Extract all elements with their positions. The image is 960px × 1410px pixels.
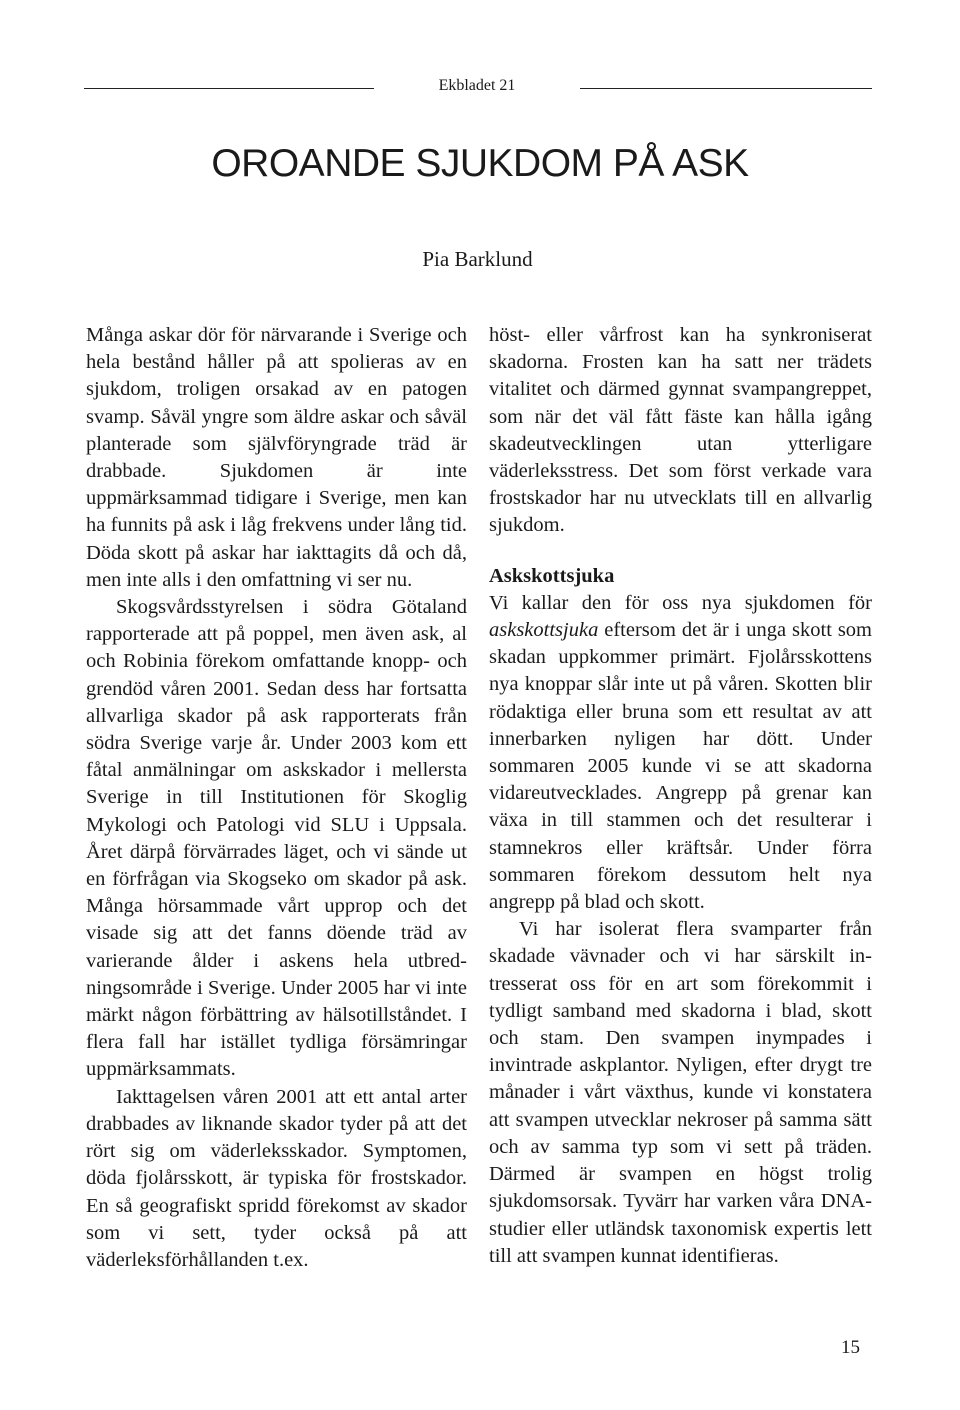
paragraph: Skogsvårdsstyrelsen i södra Götaland rapporterade att på poppel, men även ask, al och Robinia förekom omfattande knopp- och grendöd våren 2001. Sedan dess har fortsatta allvarliga skador på ask rapporterats från södra Sverige varje år. Under 2003 kom ett fåtal anmälningar om askskador i mellersta Sverige in till Institutionen för Skoglig Mykologi och Patologi vid SLU i Uppsala. Året därpå förvärrades läget, och vi sände ut en förfrågan via Skogseko om skador på ask. Många hörsammade vårt upprop och det visade sig att det fanns döende träd av varierande ålder i askens hela utbredningsområde i Sverige. Under 2005 har vi inte märkt någon förbättring av hälsotillståndet. I flera fall har istället tydliga försämringar uppmärksammats. <box>86 596 467 1081</box>
page-number: 15 <box>841 1337 860 1358</box>
right-column <box>489 322 872 1270</box>
article-author: Pia Barklund <box>422 247 533 271</box>
paragraph: Iakttagelsen våren 2001 att ett antal arter drabbades av liknande skador tyder på att det rört sig om väderleksskador. Symptomen, döda fjolårsskott, är typiska för frostskador. En så geografiskt spridd förekomst av skador som vi sett, tyder också på att väderleksförhållanden t.ex. <box>86 1085 467 1271</box>
header-rule-left <box>84 88 374 89</box>
running-title: Ekbladet 21 <box>438 77 516 94</box>
left-column <box>86 322 467 1274</box>
paragraph: Många askar dör för närvarande i Sverige och hela bestånd håller på att spolieras av en sjukdom, troligen orsakad av en patogen svamp. Såväl yngre som äldre askar och såväl planterade som självföryngrade träd är drabbade. Sjukdomen är inte uppmärksammad tidigare i Sverige, men kan ha funnits på ask i låg frekvens under lång tid. Döda skott på askar har iakttagits då och då, men inte alls i den omfattning vi ser nu. <box>86 324 467 591</box>
paragraph-text: eftersom det är i unga skott som skadan uppkommer primärt. Fjolårsskottens nya knoppar slår inte ut på våren. Skotten blir rödaktiga eller bruna som ett resultat av att innerbarken nyligen har dött. Under sommaren 2005 kunde vi se att skadorna vidareutvecklades. Angrepp på grenar kan växa in till stammen och det resulterar i stamnekros eller kräftsår. Under förra sommaren förekom dessutom helt nya angrepp på blad och skott. <box>489 619 872 914</box>
section-heading: Askskottsjuka <box>489 564 615 587</box>
paragraph <box>489 590 872 916</box>
article-title: OROANDE SJUKDOM PÅ ASK <box>211 142 749 185</box>
paragraph: höst- eller vårfrost kan ha synkroniserat skadorna. Frosten kan ha satt ner trädets vitalitet och därmed gynnat svampangreppet, som när det väl fått fäste kan hålla igång skadeutvecklingen utan ytterligare väderleksstress. Det som först verkade vara frostskador har nu utvecklats till en allvarlig sjukdom. <box>489 324 872 537</box>
paragraph-text: Vi kallar den för oss nya sjukdomen för <box>489 591 872 614</box>
header-rule-right <box>580 88 872 89</box>
term-emphasis: askskottsjuka <box>489 619 599 642</box>
paragraph: Vi har isolerat flera svamparter från skadade vävnader och vi har särskilt intresserat oss för en art som förekommit i tydligt samband med skadorna i blad, skott och stam. Den svampen inympades i invintrade askplantor. Nyligen, efter drygt tre månader i vårt växthus, kunde vi konstatera att svampen utvecklar nekroser på samma sätt och av samma typ som vi sett på träden. Därmed är svampen en högst trolig sjukdomsorsak. Tyvärr har varken våra DNA-studier eller utländsk taxonomisk expertis lett till att svampen kunnat identifieras. <box>489 918 872 1267</box>
running-header <box>84 74 872 98</box>
